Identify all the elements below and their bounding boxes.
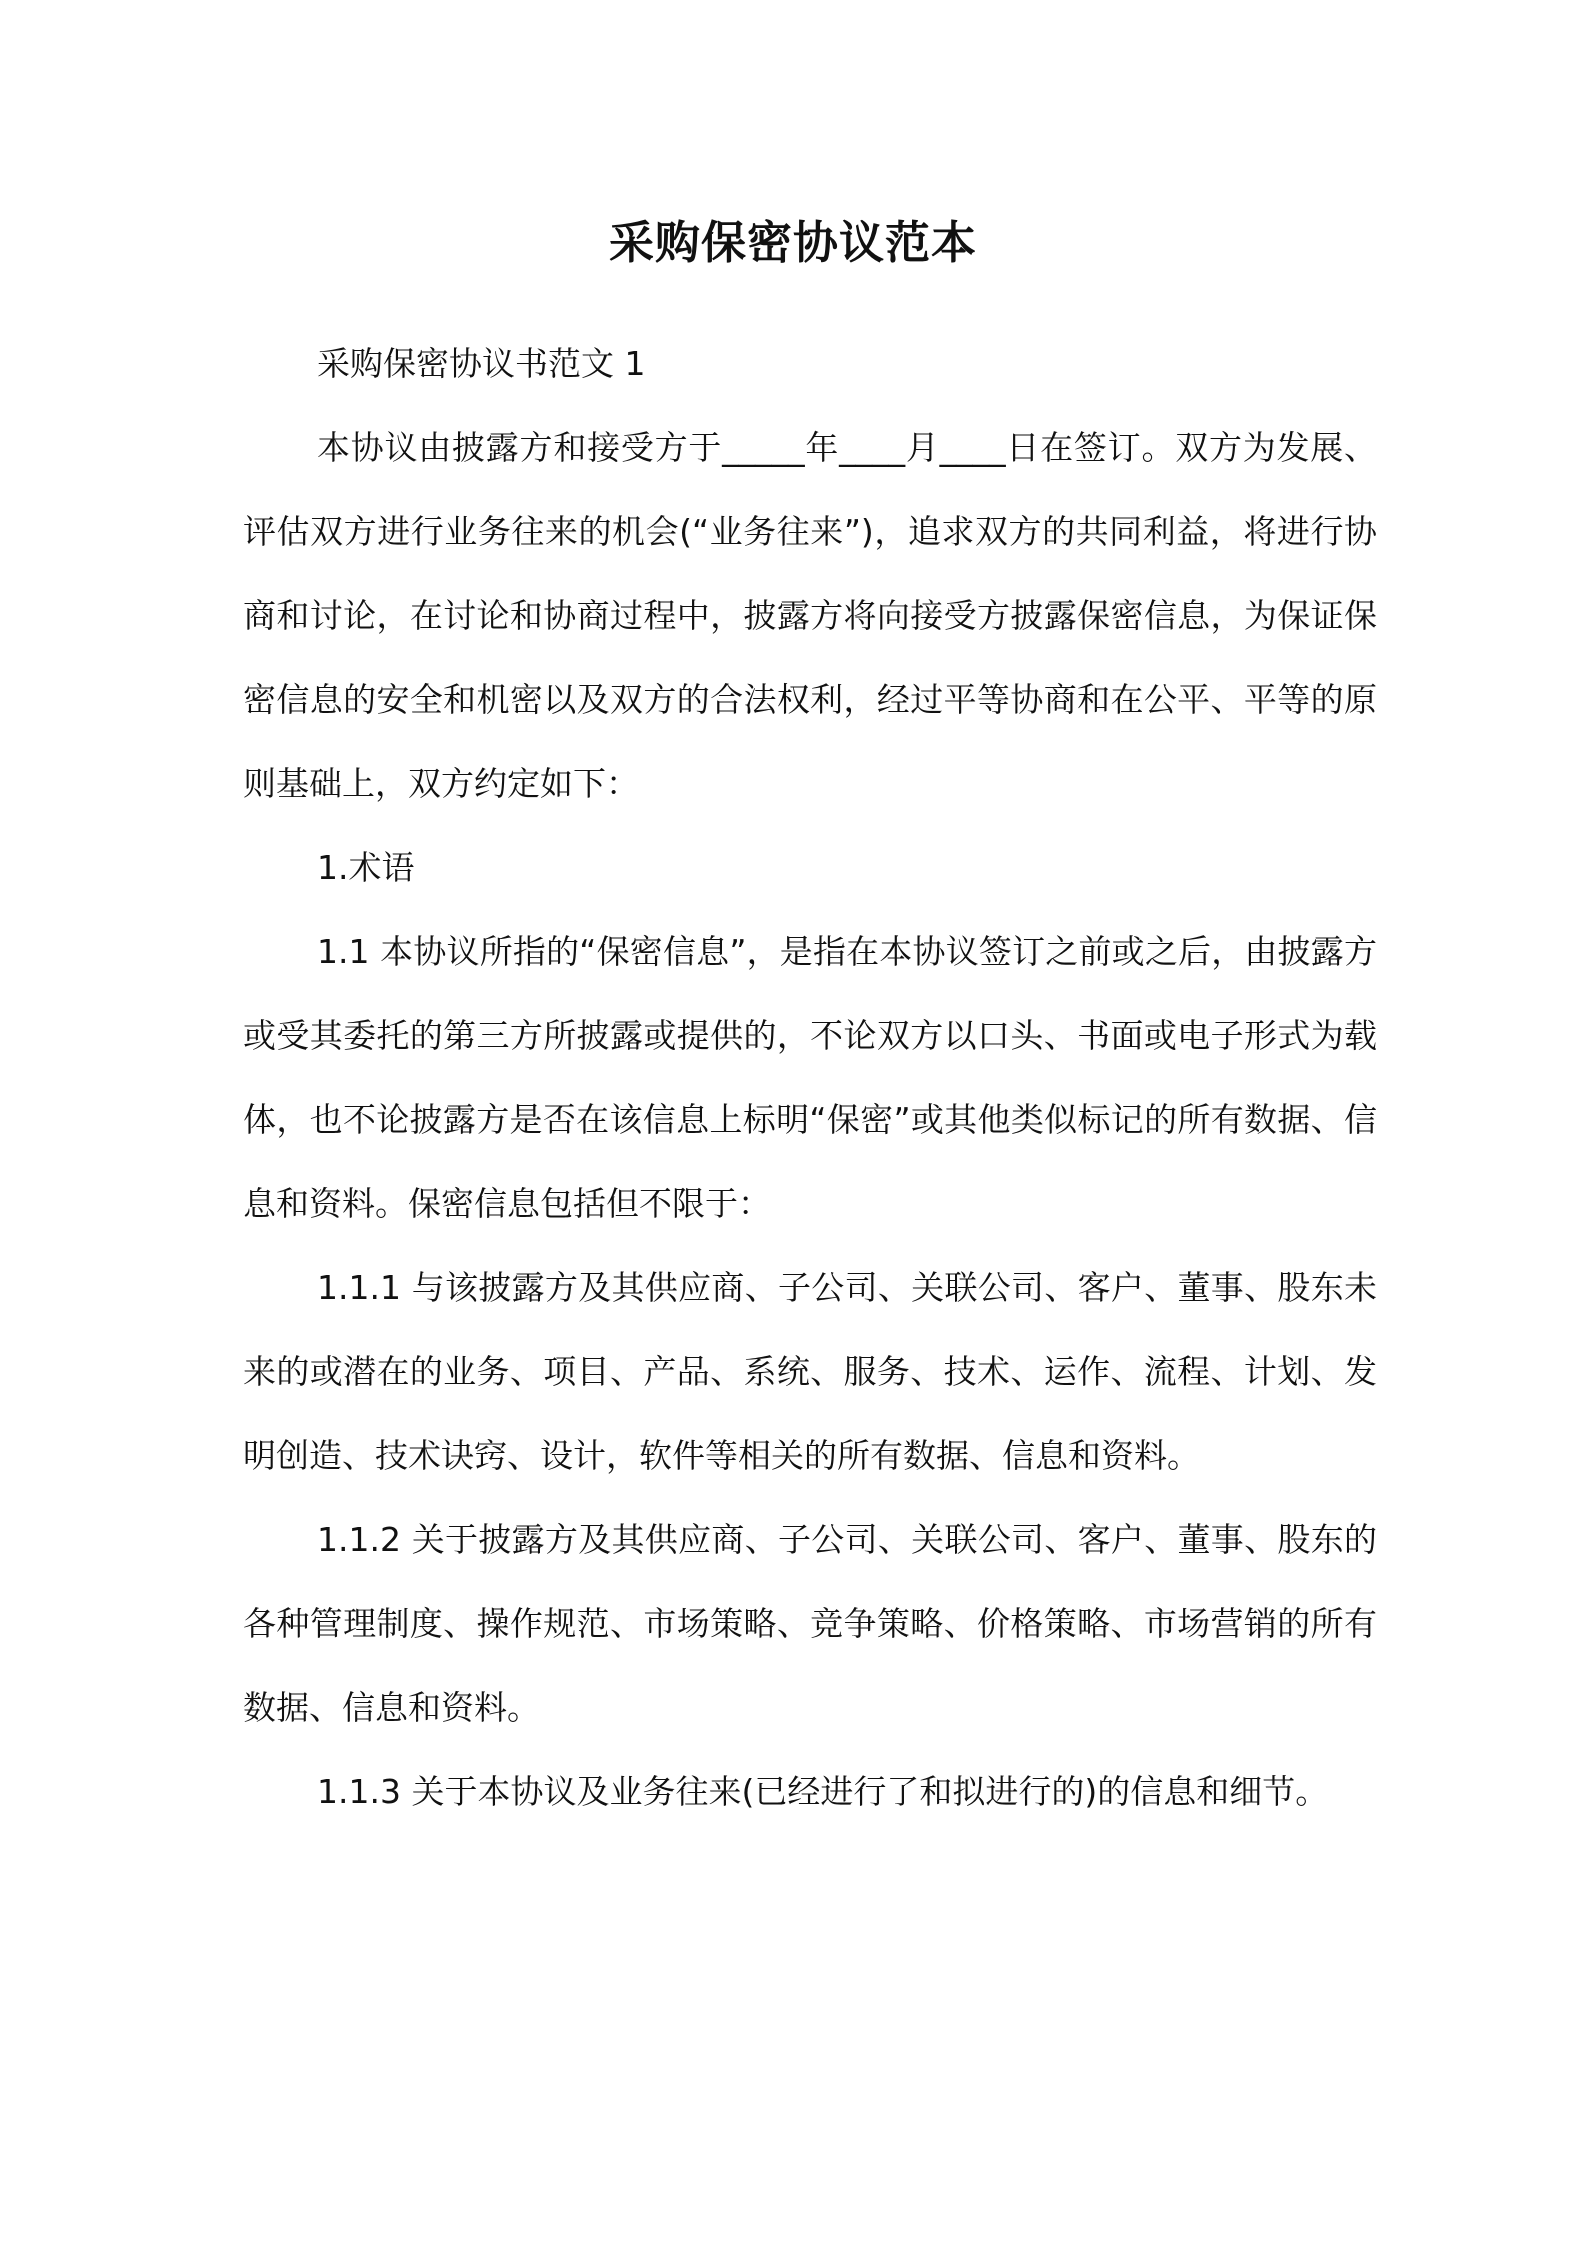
paragraph-section-terms: 1.术语 xyxy=(317,848,415,887)
paragraph-clause-1-1-2: 1.1.2 关于披露方及其供应商、子公司、关联公司、客户、董事、股东的各种管理制度、操作规范、市场策略、竞争策略、价格策略、市场营销的所有数据、信息和资料。 xyxy=(243,1520,1377,1727)
paragraph-preamble: 本协议由披露方和接受方于_____年____月____日在签订。双方为发展、评估双方进行业务往来的机会(“业务往来”)，追求双方的共同利益，将进行协商和讨论，在讨论和协商过程中，披露方将向接受方披露保密信息，为保证保密信息的安全和机密以及双方的合法权利，经过平等协商和在公平、平等的原则基础上，双方约定如下： xyxy=(243,428,1377,803)
paragraph-heading-sample-1: 采购保密协议书范文 1 xyxy=(317,344,646,383)
document-title: 采购保密协议范本 xyxy=(608,216,977,269)
paragraph-clause-1-1-1: 1.1.1 与该披露方及其供应商、子公司、关联公司、客户、董事、股东未来的或潜在的业务、项目、产品、系统、服务、技术、运作、流程、计划、发明创造、技术诀窍、设计，软件等相关的所有数据、信息和资料。 xyxy=(243,1268,1377,1475)
document-body xyxy=(243,322,1377,1834)
paragraph-clause-1-1-3: 1.1.3 关于本协议及业务往来(已经进行了和拟进行的)的信息和细节。 xyxy=(317,1772,1329,1811)
paragraph-clause-1-1: 1.1 本协议所指的“保密信息”，是指在本协议签订之前或之后，由披露方或受其委托的第三方所披露或提供的，不论双方以口头、书面或电子形式为载体，也不论披露方是否在该信息上标明“保密”或其他类似标记的所有数据、信息和资料。保密信息包括但不限于： xyxy=(243,932,1377,1223)
